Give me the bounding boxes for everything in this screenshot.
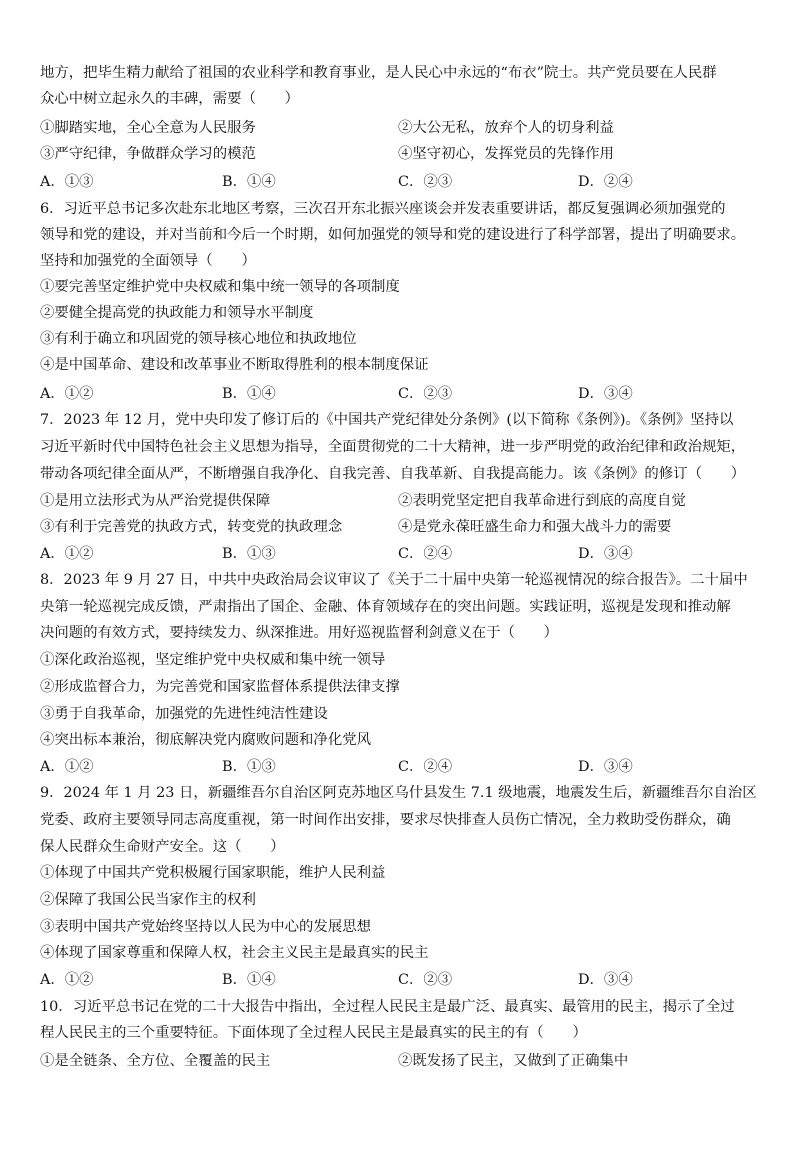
q8-stem-line: 央第一轮巡视完成反馈，严肃指出了国企、金融、体育领域存在的突出问题。实践证明，巡视是发现和推动解 (40, 599, 731, 615)
q5-item-2: ②大公无私，放弃个人的切身利益 (398, 120, 614, 136)
q5-item-3: ③严守纪律，争做群众学习的模范 (40, 146, 256, 162)
q8-option-d: D．③④ (578, 759, 633, 775)
q9-option-b: B．①④ (222, 972, 276, 988)
q5-item-4: ④坚守初心，发挥党员的先锋作用 (398, 146, 614, 162)
q7-stem-line: 带动各项纪律全面从严，不断增强自我净化、自我完善、自我革新、自我提高能力。该《条例》的修订（ ） (40, 466, 746, 482)
q10-item-row (0, 1050, 794, 1072)
q6-option-a: A．①② (40, 386, 94, 402)
q9-item-3: ③表明中国共产党始终坚持以人民为中心的发展思想 (40, 919, 371, 935)
q6-stem-line: 领导和党的建设，并对当前和今后一个时期，如何加强党的领导和党的建设进行了科学部署，提出了明确要求。 (40, 227, 746, 243)
q5-item-row (0, 117, 794, 139)
q5-options-row (0, 171, 794, 193)
q6-option-d: D．③④ (578, 386, 633, 402)
q9-item-2: ②保障了我国公民当家作主的权利 (40, 892, 256, 908)
q7-item-1: ①是用立法形式为从严治党提供保障 (40, 493, 271, 509)
q5-option-b: B．①④ (222, 174, 276, 190)
q9-stem-line: 党委、政府主要领导同志高度重视，第一时间作出安排，要求尽快排查人员伤亡情况，全力救助受伤群众，确 (40, 812, 731, 828)
q10-stem-line: 程人民民主的三个重要特征。下面体现了全过程人民民主是最真实的民主的有（ ） (40, 1025, 587, 1041)
q5-option-c: C．②③ (398, 174, 453, 190)
q7-option-a: A．①② (40, 546, 94, 562)
q8-stem-line: 8．2023 年 9 月 27 日，中共中央政治局会议审议了《关于二十届中央第一轮巡视情况的综合报告》。二十届中 (40, 572, 748, 588)
q9-option-c: C．②③ (398, 972, 453, 988)
q6-stem-line: 坚持和加强党的全面领导（ ） (40, 253, 256, 269)
q5-item-1: ①脚踏实地，全心全意为人民服务 (40, 120, 256, 136)
q8-item-4: ④突出标本兼治，彻底解决党内腐败问题和净化党风 (40, 732, 371, 748)
q7-item-4: ④是党永葆旺盛生命力和强大战斗力的需要 (398, 519, 672, 535)
q8-options-row (0, 756, 794, 778)
q7-stem-line: 7．2023 年 12 月，党中央印发了修订后的《中国共产党纪律处分条例》(以下简称《条例》)。《条例》坚持以 (40, 412, 734, 428)
q7-item-2: ②表明党坚定把自我革命进行到底的高度自觉 (398, 493, 686, 509)
q6-option-b: B．①④ (222, 386, 276, 402)
q6-options-row (0, 383, 794, 405)
q5-option-a: A．①③ (40, 174, 94, 190)
q7-option-c: C．②④ (398, 546, 453, 562)
q8-item-2: ②形成监督合力，为完善党和国家监督体系提供法律支撑 (40, 679, 400, 695)
q5-stem-line: 众心中树立起永久的丰碑，需要（ ） (40, 91, 300, 107)
q9-item-1: ①体现了中国共产党积极履行国家职能，维护人民利益 (40, 865, 386, 881)
q8-stem-line: 决问题的有效方式，要持续发力、纵深推进。用好巡视监督利剑意义在于（ ） (40, 625, 559, 641)
q6-stem-line: 6．习近平总书记多次赴东北地区考察，三次召开东北振兴座谈会并发表重要讲话，都反复强调必须加强党的 (40, 201, 726, 217)
q8-option-b: B．①③ (222, 759, 276, 775)
q5-item-row (0, 143, 794, 165)
q5-option-d: D．②④ (578, 174, 633, 190)
q9-stem-line: 保人民群众生命财产安全。这（ ） (40, 839, 285, 855)
q8-item-3: ③勇于自我革命，加强党的先进性纯洁性建设 (40, 706, 328, 722)
q8-item-1: ①深化政治巡视，坚定维护党中央权威和集中统一领导 (40, 652, 386, 668)
q7-item-3: ③有利于完善党的执政方式，转变党的执政理念 (40, 519, 343, 535)
q7-stem-line: 习近平新时代中国特色社会主义思想为指导，全面贯彻党的二十大精神，进一步严明党的政治纪律和政治规矩， (40, 439, 746, 455)
q9-options-row (0, 969, 794, 991)
q6-item-3: ③有利于确立和巩固党的领导核心地位和执政地位 (40, 331, 357, 347)
q10-item-2: ②既发扬了民主，又做到了正确集中 (398, 1053, 629, 1069)
q10-stem-line: 10．习近平总书记在党的二十大报告中指出，全过程人民民主是最广泛、最真实、最管用的民主，揭示了全过 (40, 999, 735, 1015)
q7-item-row (0, 516, 794, 538)
q6-item-1: ①要完善坚定维护党中央权威和集中统一领导的各项制度 (40, 279, 400, 295)
q10-item-1: ①是全链条、全方位、全覆盖的民主 (40, 1053, 271, 1069)
q7-item-row (0, 490, 794, 512)
q9-option-a: A．①② (40, 972, 94, 988)
q9-stem-line: 9．2024 年 1 月 23 日，新疆维吾尔自治区阿克苏地区乌什县发生 7.1 级地震，地震发生后，新疆维吾尔自治区 (40, 785, 757, 801)
q9-item-4: ④体现了国家尊重和保障人权，社会主义民主是最真实的民主 (40, 945, 429, 961)
q6-item-4: ④是中国革命、建设和改革事业不断取得胜利的根本制度保证 (40, 357, 429, 373)
q7-options-row (0, 543, 794, 565)
q7-option-d: D．③④ (578, 546, 633, 562)
q8-option-a: A．①② (40, 759, 94, 775)
q6-option-c: C．②③ (398, 386, 453, 402)
q5-stem-line: 地方，把毕生精力献给了祖国的农业科学和教育事业，是人民心中永远的“布衣”院士。共产党员要在人民群 (40, 65, 717, 81)
q9-option-d: D．③④ (578, 972, 633, 988)
q6-item-2: ②要健全提高党的执政能力和领导水平制度 (40, 305, 314, 321)
q7-option-b: B．①③ (222, 546, 276, 562)
q8-option-c: C．②④ (398, 759, 453, 775)
